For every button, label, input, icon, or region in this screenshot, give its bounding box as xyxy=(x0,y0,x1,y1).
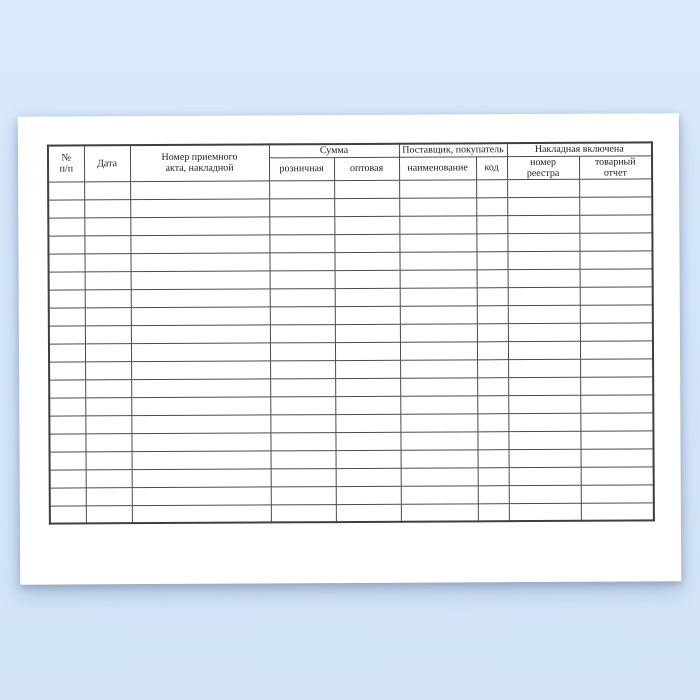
table-cell xyxy=(86,470,132,488)
document-sheet xyxy=(18,113,681,584)
table-cell xyxy=(579,233,652,251)
table-cell xyxy=(580,359,653,377)
table-cell xyxy=(334,252,399,270)
table-cell xyxy=(50,452,86,470)
table-cell xyxy=(84,236,130,254)
header-partner-code: код xyxy=(476,156,507,180)
table-cell xyxy=(508,431,580,449)
table-cell xyxy=(49,362,85,380)
table-cell xyxy=(84,218,130,236)
table-cell xyxy=(478,450,509,468)
table-cell xyxy=(84,254,130,272)
table-cell xyxy=(132,469,271,488)
table-cell xyxy=(131,307,270,326)
table-cell xyxy=(49,434,85,452)
table-cell xyxy=(507,197,579,215)
table-cell xyxy=(132,487,271,506)
table-cell xyxy=(131,289,270,308)
header-sum-group: Сумма xyxy=(269,144,399,158)
table-cell xyxy=(507,233,579,251)
table-cell xyxy=(476,216,507,234)
table-cell xyxy=(130,235,269,254)
header-goods-report-line1: товарный xyxy=(594,155,636,168)
table-cell xyxy=(335,270,400,288)
table-cell xyxy=(478,468,509,486)
table-cell xyxy=(50,488,86,506)
table-cell xyxy=(336,486,401,504)
table-cell xyxy=(477,378,508,396)
table-cell xyxy=(86,488,132,506)
table-cell xyxy=(269,180,334,198)
table-cell xyxy=(334,216,399,234)
table-cell xyxy=(400,414,477,432)
table-cell xyxy=(270,306,335,324)
table-cell xyxy=(131,433,270,452)
table-cell xyxy=(399,216,476,234)
table-cell xyxy=(478,486,509,504)
table-cell xyxy=(131,397,270,416)
table-cell xyxy=(509,503,581,521)
table-cell xyxy=(477,360,508,378)
table-cell xyxy=(508,287,580,305)
header-registry-number xyxy=(507,156,579,180)
table-cell xyxy=(270,432,335,450)
table-cell xyxy=(477,324,508,342)
table-cell xyxy=(477,342,508,360)
table-cell xyxy=(271,450,336,468)
table-row xyxy=(50,503,654,524)
table-cell xyxy=(131,379,270,398)
table-cell xyxy=(130,181,269,200)
table-cell xyxy=(580,251,653,269)
header-registry-number-line2: реестра xyxy=(526,167,560,179)
table-cell xyxy=(399,180,476,198)
table-cell xyxy=(580,413,653,431)
table-cell xyxy=(399,198,476,216)
table-cell xyxy=(581,449,654,467)
table-cell xyxy=(49,344,85,362)
table-cell xyxy=(508,359,580,377)
table-cell xyxy=(581,503,654,521)
table-cell xyxy=(508,395,580,413)
table-cell xyxy=(336,504,401,522)
header-sum-retail: розничная xyxy=(269,157,334,181)
table-cell xyxy=(48,218,84,236)
table-cell xyxy=(508,269,580,287)
table-cell xyxy=(85,380,131,398)
table-cell xyxy=(271,486,336,504)
table-cell xyxy=(580,377,653,395)
table-cell xyxy=(580,395,653,413)
table-cell xyxy=(269,252,334,270)
table-cell xyxy=(401,486,478,504)
table-cell xyxy=(581,485,654,503)
table-cell xyxy=(477,414,508,432)
table-cell xyxy=(84,182,130,200)
table-cell xyxy=(270,288,335,306)
table-cell xyxy=(50,470,86,488)
header-doc-number xyxy=(130,144,269,181)
header-row-number-line2: п/п xyxy=(59,163,74,175)
table-cell xyxy=(400,342,477,360)
table-cell xyxy=(478,504,509,522)
table-cell xyxy=(400,306,477,324)
table-cell xyxy=(508,323,580,341)
table-cell xyxy=(131,271,270,290)
table-cell xyxy=(335,414,400,432)
table-cell xyxy=(335,396,400,414)
table-cell xyxy=(85,326,131,344)
table-body xyxy=(48,179,654,524)
header-registry-number-line1: номер xyxy=(530,156,557,168)
table-cell xyxy=(270,270,335,288)
table-cell xyxy=(509,467,581,485)
table-cell xyxy=(85,398,131,416)
table-cell xyxy=(400,288,477,306)
table-cell xyxy=(507,179,579,197)
table-cell xyxy=(400,252,477,270)
table-cell xyxy=(270,360,335,378)
table-cell xyxy=(131,343,270,362)
table-cell xyxy=(579,215,652,233)
table-cell xyxy=(49,272,85,290)
table-cell xyxy=(271,468,336,486)
table-cell xyxy=(270,342,335,360)
table-cell xyxy=(335,288,400,306)
header-doc-number-line2: акта, накладной xyxy=(165,163,234,175)
table-cell xyxy=(335,342,400,360)
table-cell xyxy=(49,380,85,398)
header-doc-number-line1: Номер приемного xyxy=(161,151,238,164)
table-cell xyxy=(335,360,400,378)
table-cell xyxy=(580,287,653,305)
table-cell xyxy=(130,199,269,218)
table-cell xyxy=(400,270,477,288)
table-cell xyxy=(401,450,478,468)
table-cell xyxy=(401,468,478,486)
header-included-group: Накладная включена xyxy=(507,142,652,156)
table-cell xyxy=(335,324,400,342)
table-cell xyxy=(580,269,653,287)
header-partner-group: Поставщик, покупатель xyxy=(399,143,507,157)
table-cell xyxy=(132,505,271,524)
table-cell xyxy=(401,504,478,522)
table-cell xyxy=(334,234,399,252)
table-cell xyxy=(335,432,400,450)
table-cell xyxy=(86,452,132,470)
table-cell xyxy=(508,305,580,323)
header-sum-wholesale: оптовая xyxy=(334,157,399,181)
table-cell xyxy=(49,398,85,416)
table-cell xyxy=(269,198,334,216)
header-row-number xyxy=(48,145,84,182)
table-cell xyxy=(49,326,85,344)
table-cell xyxy=(269,234,334,252)
header-row-number-line1: № xyxy=(61,152,72,164)
table-cell xyxy=(335,306,400,324)
table-cell xyxy=(509,485,581,503)
table-cell xyxy=(400,324,477,342)
table-cell xyxy=(132,451,271,470)
table-cell xyxy=(271,504,336,522)
table-cell xyxy=(86,506,132,524)
table-cell xyxy=(477,288,508,306)
table-cell xyxy=(580,431,653,449)
table-cell xyxy=(476,180,507,198)
table-cell xyxy=(580,305,653,323)
table-cell xyxy=(477,252,508,270)
table-cell xyxy=(85,290,131,308)
table-cell xyxy=(48,236,84,254)
table-cell xyxy=(508,251,580,269)
table-cell xyxy=(579,179,652,197)
table-cell xyxy=(400,378,477,396)
table-cell xyxy=(49,290,85,308)
header-goods-report xyxy=(579,155,652,179)
table-cell xyxy=(507,215,579,233)
table-cell xyxy=(400,396,477,414)
table-cell xyxy=(131,415,270,434)
table-cell xyxy=(476,234,507,252)
table-cell xyxy=(508,341,580,359)
table-cell xyxy=(130,217,269,236)
table-cell xyxy=(477,306,508,324)
table-cell xyxy=(270,378,335,396)
table-cell xyxy=(581,467,654,485)
table-cell xyxy=(270,324,335,342)
table-cell xyxy=(579,197,652,215)
table-cell xyxy=(270,396,335,414)
table-cell xyxy=(270,414,335,432)
table-cell xyxy=(49,308,85,326)
table-cell xyxy=(85,344,131,362)
table-cell xyxy=(399,234,476,252)
table-cell xyxy=(334,198,399,216)
table-cell xyxy=(130,253,269,272)
table-cell xyxy=(400,360,477,378)
table-cell xyxy=(509,449,581,467)
table-cell xyxy=(336,468,401,486)
table-cell xyxy=(580,341,653,359)
table-cell xyxy=(336,450,401,468)
table-cell xyxy=(48,200,84,218)
table-cell xyxy=(508,377,580,395)
table-header xyxy=(48,142,652,182)
table-cell xyxy=(400,432,477,450)
table-cell xyxy=(131,361,270,380)
table-cell xyxy=(477,396,508,414)
header-goods-report-line2: отчет xyxy=(603,167,627,179)
header-date: Дата xyxy=(84,145,130,182)
table-cell xyxy=(477,432,508,450)
table-cell xyxy=(85,362,131,380)
header-partner-name: наименование xyxy=(399,156,476,180)
table-cell xyxy=(85,416,131,434)
table-cell xyxy=(477,270,508,288)
table-cell xyxy=(476,198,507,216)
table-cell xyxy=(131,325,270,344)
table-cell xyxy=(85,434,131,452)
table-cell xyxy=(269,216,334,234)
table-cell xyxy=(84,200,130,218)
table-cell xyxy=(334,180,399,198)
table-cell xyxy=(85,308,131,326)
registry-table xyxy=(47,141,655,525)
table-cell xyxy=(335,378,400,396)
table-cell xyxy=(48,254,84,272)
table-cell xyxy=(49,416,85,434)
table-cell xyxy=(580,323,653,341)
table-cell xyxy=(508,413,580,431)
table-cell xyxy=(48,182,84,200)
table-cell xyxy=(85,272,131,290)
table-cell xyxy=(50,506,86,524)
